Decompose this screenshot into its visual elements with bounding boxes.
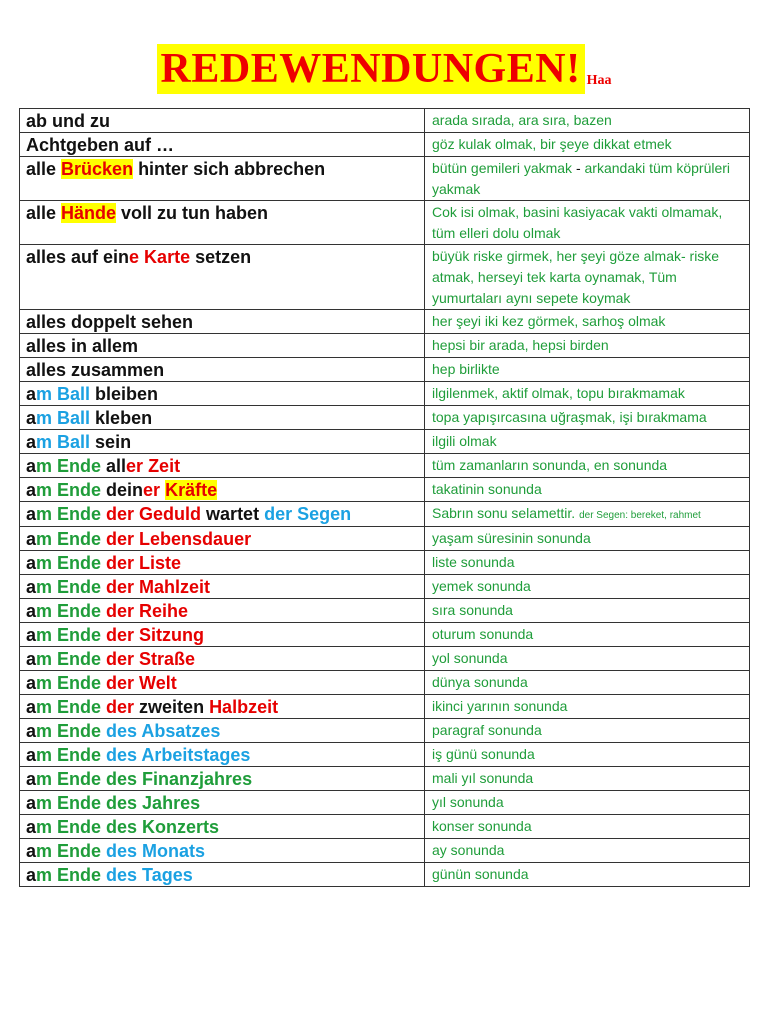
german-phrase-cell	[20, 245, 425, 310]
phrase-segment: der Straße	[101, 649, 196, 669]
phrase-segment: m Ende	[36, 721, 102, 741]
translation-segment: ilgili olmak	[432, 433, 497, 449]
phrase-segment: a	[26, 817, 37, 837]
translation-segment: mali yıl sonunda	[432, 770, 534, 786]
table-row	[20, 863, 750, 887]
idioms-table	[19, 108, 750, 887]
translation-segment: dünya sonunda	[432, 674, 528, 690]
turkish-translation-cell	[425, 109, 750, 133]
turkish-translation-cell	[425, 527, 750, 551]
table-row	[20, 502, 750, 527]
phrase-segment: m Ende	[36, 817, 102, 837]
table-row	[20, 358, 750, 382]
phrase-segment: e Karte	[129, 247, 191, 267]
german-phrase-cell	[20, 743, 425, 767]
translation-segment: arkandaki tüm köprüleri yakmak	[432, 160, 731, 197]
translation-segment: yol sonunda	[432, 650, 508, 666]
translation-segment: göz kulak olmak, bir şeye dikkat etmek	[432, 136, 672, 152]
german-phrase-cell	[20, 358, 425, 382]
phrase-segment: alles doppelt sehen	[26, 312, 194, 332]
phrase-segment: kleben	[90, 408, 153, 428]
phrase-segment: a	[26, 456, 37, 476]
turkish-translation-cell	[425, 815, 750, 839]
turkish-translation-cell	[425, 839, 750, 863]
german-phrase-cell	[20, 454, 425, 478]
translation-segment: bütün gemileri yakmak	[432, 160, 573, 176]
table-row	[20, 623, 750, 647]
phrase-segment: m Ende	[36, 649, 102, 669]
phrase-segment: Achtgeben auf …	[26, 135, 175, 155]
phrase-segment: a	[26, 769, 37, 789]
phrase-segment: a	[26, 601, 37, 621]
phrase-segment: m Ende	[36, 841, 102, 861]
translation-segment: iş günü sonunda	[432, 746, 535, 762]
phrase-segment: des Jahres	[101, 793, 201, 813]
title-area	[0, 44, 768, 94]
table-row	[20, 201, 750, 245]
turkish-translation-cell	[425, 575, 750, 599]
phrase-segment: m Ball	[36, 432, 91, 452]
phrase-segment: des Tages	[101, 865, 193, 885]
phrase-segment: Hände	[61, 203, 117, 223]
turkish-translation-cell	[425, 358, 750, 382]
table-row	[20, 719, 750, 743]
turkish-translation-cell	[425, 382, 750, 406]
german-phrase-cell	[20, 310, 425, 334]
german-phrase-cell	[20, 671, 425, 695]
phrase-segment: des Finanzjahres	[101, 769, 253, 789]
phrase-segment: der Reihe	[101, 601, 189, 621]
translation-segment: büyük riske girmek, her şeyi göze almak- riske atmak, herseyi tek karta oynamak, Tüm yumurtaları aynı sepete koymak	[432, 248, 720, 306]
phrase-segment: sein	[90, 432, 132, 452]
translation-segment: sıra sonunda	[432, 602, 513, 618]
phrase-segment: Kräfte	[165, 480, 218, 500]
translation-segment: tüm zamanların sonunda, en sonunda	[432, 457, 668, 473]
german-phrase-cell	[20, 767, 425, 791]
table-row	[20, 695, 750, 719]
turkish-translation-cell	[425, 334, 750, 358]
german-phrase-cell	[20, 430, 425, 454]
phrase-segment: m Ende	[36, 529, 102, 549]
phrase-segment: m Ende	[36, 865, 102, 885]
turkish-translation-cell	[425, 791, 750, 815]
phrase-segment: der Geduld	[101, 504, 202, 524]
turkish-translation-cell	[425, 551, 750, 575]
phrase-segment: a	[26, 480, 37, 500]
table-row	[20, 647, 750, 671]
phrase-segment: m Ende	[36, 456, 102, 476]
phrase-segment: a	[26, 865, 37, 885]
table-row	[20, 527, 750, 551]
turkish-translation-cell	[425, 310, 750, 334]
table-row	[20, 815, 750, 839]
table-row	[20, 245, 750, 310]
phrase-segment: a	[26, 745, 37, 765]
phrase-segment: alle	[26, 203, 62, 223]
german-phrase-cell	[20, 133, 425, 157]
german-phrase-cell	[20, 406, 425, 430]
translation-segment: paragraf sonunda	[432, 722, 542, 738]
phrase-segment: m Ende	[36, 625, 102, 645]
phrase-segment: hinter sich abbrechen	[133, 159, 326, 179]
phrase-segment: wartet	[201, 504, 265, 524]
turkish-translation-cell	[425, 743, 750, 767]
phrase-segment: a	[26, 673, 37, 693]
phrase-segment: a	[26, 721, 37, 741]
phrase-segment: er	[143, 480, 166, 500]
phrase-segment: m Ende	[36, 745, 102, 765]
german-phrase-cell	[20, 502, 425, 527]
turkish-translation-cell	[425, 430, 750, 454]
phrase-segment: a	[26, 793, 37, 813]
phrase-segment: des Absatzes	[101, 721, 221, 741]
table-row	[20, 109, 750, 133]
turkish-translation-cell	[425, 863, 750, 887]
german-phrase-cell	[20, 815, 425, 839]
phrase-segment: Brücken	[61, 159, 134, 179]
phrase-segment: a	[26, 841, 37, 861]
phrase-segment: m Ende	[36, 601, 102, 621]
turkish-translation-cell	[425, 767, 750, 791]
turkish-translation-cell	[425, 623, 750, 647]
turkish-translation-cell	[425, 157, 750, 201]
phrase-segment: Halbzeit	[209, 697, 279, 717]
turkish-translation-cell	[425, 478, 750, 502]
phrase-segment: der Mahlzeit	[101, 577, 211, 597]
phrase-segment: der Welt	[101, 673, 177, 693]
turkish-translation-cell	[425, 671, 750, 695]
phrase-segment: alles in allem	[26, 336, 139, 356]
translation-segment: liste sonunda	[432, 554, 515, 570]
phrase-segment: bleiben	[90, 384, 159, 404]
translation-segment: günün sonunda	[432, 866, 529, 882]
german-phrase-cell	[20, 157, 425, 201]
page-title: REDEWENDUNGEN!	[157, 44, 585, 94]
turkish-translation-cell	[425, 647, 750, 671]
turkish-translation-cell	[425, 454, 750, 478]
german-phrase-cell	[20, 791, 425, 815]
table-row	[20, 157, 750, 201]
phrase-segment: der Sitzung	[101, 625, 205, 645]
phrase-segment: der Liste	[101, 553, 182, 573]
phrase-segment: dein	[101, 480, 144, 500]
translation-segment: takatinin sonunda	[432, 481, 542, 497]
table-row	[20, 599, 750, 623]
german-phrase-cell	[20, 527, 425, 551]
phrase-segment: er Zeit	[126, 456, 181, 476]
phrase-segment: voll zu tun haben	[116, 203, 269, 223]
phrase-segment: m Ende	[36, 504, 102, 524]
phrase-segment: alles auf ein	[26, 247, 130, 267]
table-row	[20, 382, 750, 406]
table-row	[20, 791, 750, 815]
table-row	[20, 671, 750, 695]
phrase-segment: alles zusammen	[26, 360, 165, 380]
translation-segment: topa yapışırcasına uğraşmak, işi bırakmama	[432, 409, 707, 425]
german-phrase-cell	[20, 719, 425, 743]
translation-segment: -	[572, 160, 585, 176]
table-row	[20, 310, 750, 334]
phrase-segment: des Konzerts	[101, 817, 220, 837]
turkish-translation-cell	[425, 719, 750, 743]
table-row	[20, 454, 750, 478]
phrase-segment: a	[26, 529, 37, 549]
german-phrase-cell	[20, 695, 425, 719]
phrase-segment: a	[26, 432, 37, 452]
phrase-segment: ab und zu	[26, 111, 110, 131]
translation-segment: hepsi bir arada, hepsi birden	[432, 337, 609, 353]
phrase-segment: setzen	[190, 247, 252, 267]
phrase-segment: der Segen	[264, 504, 352, 524]
turkish-translation-cell	[425, 245, 750, 310]
translation-segment: ilgilenmek, aktif olmak, topu bırakmamak	[432, 385, 685, 401]
table-row	[20, 551, 750, 575]
table-row	[20, 430, 750, 454]
table-row	[20, 334, 750, 358]
turkish-translation-cell	[425, 695, 750, 719]
table-row	[20, 406, 750, 430]
translation-segment: yıl sonunda	[432, 794, 504, 810]
translation-segment: ikinci yarının sonunda	[432, 698, 568, 714]
translation-segment: der Segen: bereket, rahmet	[579, 510, 701, 521]
translation-segment: hep birlikte	[432, 361, 500, 377]
german-phrase-cell	[20, 575, 425, 599]
phrase-segment: m Ende	[36, 553, 102, 573]
title-suffix: Haa	[586, 73, 612, 88]
german-phrase-cell	[20, 109, 425, 133]
turkish-translation-cell	[425, 133, 750, 157]
german-phrase-cell	[20, 551, 425, 575]
german-phrase-cell	[20, 647, 425, 671]
turkish-translation-cell	[425, 599, 750, 623]
phrase-segment: des Monats	[101, 841, 206, 861]
table-row	[20, 478, 750, 502]
phrase-segment: m Ende	[36, 697, 102, 717]
german-phrase-cell	[20, 839, 425, 863]
phrase-segment: a	[26, 649, 37, 669]
translation-segment: Cok isi olmak, basini kasiyacak vakti olmamak, tüm elleri dolu olmak	[432, 204, 723, 241]
phrase-segment: zweiten	[134, 697, 210, 717]
translation-segment: arada sırada, ara sıra, bazen	[432, 112, 612, 128]
phrase-segment: der	[101, 697, 135, 717]
phrase-segment: m Ende	[36, 577, 102, 597]
phrase-segment: der Lebensdauer	[101, 529, 252, 549]
translation-segment: ay sonunda	[432, 842, 505, 858]
table-row	[20, 767, 750, 791]
german-phrase-cell	[20, 623, 425, 647]
phrase-segment: des Arbeitstages	[101, 745, 251, 765]
phrase-segment: m Ende	[36, 793, 102, 813]
table-row	[20, 839, 750, 863]
german-phrase-cell	[20, 863, 425, 887]
phrase-segment: m Ball	[36, 384, 91, 404]
translation-segment: konser sonunda	[432, 818, 532, 834]
german-phrase-cell	[20, 201, 425, 245]
table-row	[20, 743, 750, 767]
phrase-segment: alle	[26, 159, 62, 179]
phrase-segment: m Ball	[36, 408, 91, 428]
phrase-segment: a	[26, 577, 37, 597]
translation-segment: her şeyi iki kez görmek, sarhoş olmak	[432, 313, 666, 329]
german-phrase-cell	[20, 599, 425, 623]
phrase-segment: all	[101, 456, 127, 476]
translation-segment: yaşam süresinin sonunda	[432, 530, 591, 546]
turkish-translation-cell	[425, 406, 750, 430]
phrase-segment: m Ende	[36, 673, 102, 693]
turkish-translation-cell	[425, 201, 750, 245]
table-row	[20, 133, 750, 157]
phrase-segment: a	[26, 553, 37, 573]
phrase-segment: a	[26, 408, 37, 428]
german-phrase-cell	[20, 478, 425, 502]
phrase-segment: a	[26, 625, 37, 645]
translation-segment: Sabrın sonu selamettir.	[432, 505, 580, 521]
phrase-segment: m Ende	[36, 769, 102, 789]
phrase-segment: a	[26, 697, 37, 717]
phrase-segment: m Ende	[36, 480, 102, 500]
translation-segment: yemek sonunda	[432, 578, 531, 594]
phrase-segment: a	[26, 384, 37, 404]
turkish-translation-cell	[425, 502, 750, 527]
phrase-segment: a	[26, 504, 37, 524]
translation-segment: oturum sonunda	[432, 626, 534, 642]
table-row	[20, 575, 750, 599]
german-phrase-cell	[20, 334, 425, 358]
german-phrase-cell	[20, 382, 425, 406]
